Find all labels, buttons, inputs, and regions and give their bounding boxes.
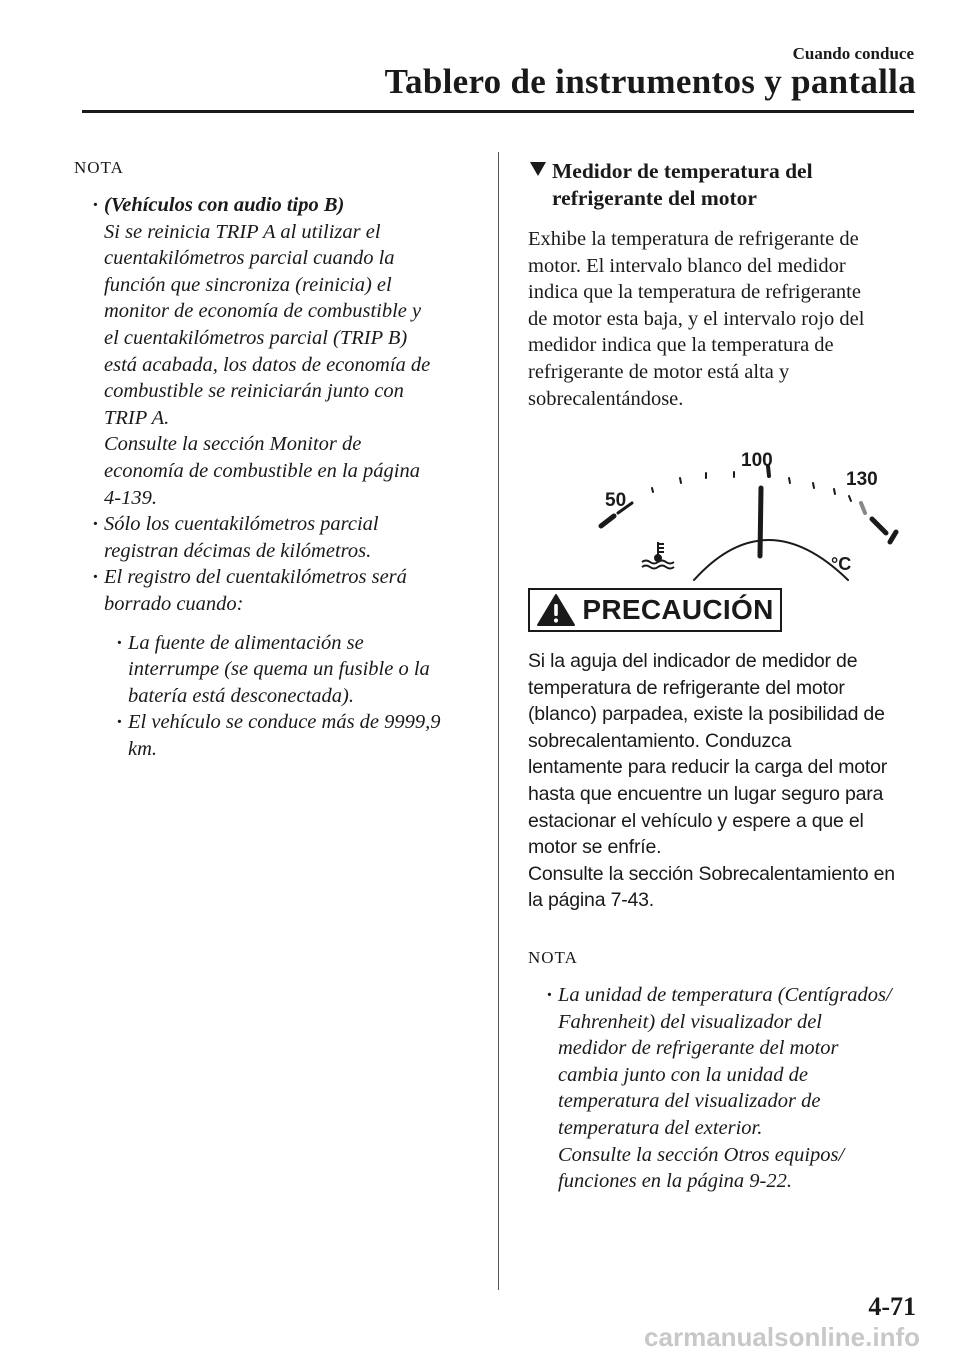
note-bullet-audio-b: [74, 192, 474, 511]
sub-bullet-distance: [104, 709, 474, 762]
text-line: combustible se reiniciarán junto con: [104, 380, 404, 403]
column-divider: [498, 152, 499, 1290]
caution-text: [528, 648, 920, 914]
text-line: indica que la temperatura de refrigerante: [528, 281, 861, 304]
gauge-tick: [652, 488, 653, 492]
text-line: temperatura de refrigerante del motor: [528, 676, 845, 699]
text-line: interrumpe (se quema un fusible o la: [128, 658, 430, 681]
gauge-label-mid: 100: [741, 450, 773, 471]
note-label: NOTA: [528, 948, 578, 967]
heading-line: refrigerante del motor: [552, 186, 757, 210]
gauge-tick: [849, 496, 851, 501]
text-line: · La fuente de alimentación se: [128, 631, 364, 654]
gauge-label-low: 50: [605, 490, 627, 511]
text-line: refrigerante de motor está alta y: [528, 360, 790, 383]
bullet-bold-prefix: · (Vehículos con audio tipo B): [104, 194, 345, 216]
text-line: Si la aguja del indicador de medidor de: [528, 650, 858, 672]
header-rule: [82, 110, 914, 113]
text-line: registran décimas de kilómetros.: [104, 539, 372, 562]
note-bullet-units: [528, 982, 920, 1195]
text-line: 4-139.: [104, 486, 157, 509]
text-line: · La unidad de temperatura (Centígrados/: [558, 984, 892, 1006]
text-line: estacionar el vehículo y espere a que el: [528, 809, 864, 832]
right-note: [528, 948, 920, 1195]
sub-bullet-list: [104, 630, 474, 763]
gauge-unit-label: °C: [831, 554, 852, 574]
text-line: Exhibe la temperatura de refrigerante de: [528, 228, 859, 250]
text-line: batería está desconectada).: [128, 684, 355, 707]
text-line: de motor esta baja, y el intervalo rojo del: [528, 307, 865, 330]
gauge-label-high: 130: [846, 469, 878, 490]
gauge-needle: [760, 488, 761, 556]
text-line: Consulte la sección Sobrecalentamiento en: [528, 862, 895, 885]
text-line: economía de combustible en la página: [104, 459, 420, 482]
sub-bullet-power: [104, 630, 474, 710]
gauge-tick-130: [861, 503, 865, 513]
text-line: monitor de economía de combustible y: [104, 300, 422, 323]
text-line: medidor de refrigerante del motor: [558, 1037, 839, 1060]
text-line: Consulte la sección Otros equipos/: [558, 1143, 845, 1166]
gauge-tick: [813, 483, 814, 488]
left-column: [74, 158, 474, 762]
coolant-temperature-gauge: [576, 440, 878, 580]
text-line: Consulte la sección Monitor de: [104, 433, 362, 456]
text-line: temperatura del visualizador de: [558, 1090, 821, 1113]
note-bullet-list: [74, 192, 474, 762]
gauge-tick: [789, 478, 790, 483]
text-line: medidor indica que la temperatura de: [528, 334, 834, 357]
text-line: Fahrenheit) del visualizador del: [558, 1010, 822, 1033]
text-line: borrado cuando:: [104, 592, 244, 615]
gauge-tick: [680, 478, 681, 483]
page-number: 4-71: [868, 1292, 916, 1321]
caution-title: PRECAUCIÓN: [582, 594, 774, 625]
coolant-temperature-icon: [642, 542, 674, 569]
text-line: motor se enfríe.: [528, 836, 662, 859]
heading-line: Medidor de temperatura del: [552, 159, 813, 183]
watermark: carmanualsonline.info: [644, 1322, 920, 1352]
text-line: la página 7-43.: [528, 889, 655, 912]
text-line: función que sincroniza (reinicia) el: [104, 273, 392, 296]
note-bullet-reset: [74, 564, 474, 762]
text-line: (blanco) parpadea, existe la posibilidad de: [528, 703, 885, 726]
section-body: [528, 226, 920, 412]
header-section-label: Cuando conduce: [792, 44, 914, 63]
text-line: motor. El intervalo blanco del medidor: [528, 254, 846, 277]
section-heading: [528, 158, 920, 212]
gauge-hot-end-cap: [890, 532, 896, 542]
right-column: [528, 158, 920, 1193]
text-line: · El vehículo se conduce más de 9999,9: [128, 711, 441, 734]
text-line: · El registro del cuentakilómetros será: [104, 566, 407, 589]
gauge-cold-end-mark: [601, 516, 614, 526]
note-bullet-decimals: [74, 511, 474, 564]
text-line: el cuentakilómetros parcial (TRIP B): [104, 326, 408, 349]
text-line: km.: [128, 737, 158, 760]
text-line: temperatura del exterior.: [558, 1116, 763, 1139]
gauge-hot-end-mark: [872, 519, 886, 533]
text-line: sobrecalentándose.: [528, 387, 684, 410]
text-line: cuentakilómetros parcial cuando la: [104, 247, 395, 270]
triangle-down-icon: [530, 162, 546, 176]
warning-triangle-icon: [536, 593, 576, 627]
text-line: TRIP A.: [104, 406, 170, 429]
text-line: hasta que encuentre un lugar seguro para: [528, 782, 884, 805]
gauge-tick: [834, 489, 835, 494]
page-title: Tablero de instrumentos y pantalla: [384, 62, 916, 101]
gauge-arc: [694, 540, 848, 580]
text-line: cambia junto con la unidad de: [558, 1063, 808, 1086]
text-line: lentamente para reducir la carga del motor: [528, 756, 888, 779]
text-line: Si se reinicia TRIP A al utilizar el: [104, 220, 381, 243]
text-line: sobrecalentamiento. Conduzca: [528, 729, 792, 752]
note-label: NOTA: [74, 158, 124, 177]
text-line: · Sólo los cuentakilómetros parcial: [104, 513, 379, 536]
caution-box: [528, 588, 782, 632]
text-line: funciones en la página 9-22.: [558, 1170, 793, 1193]
text-line: está acabada, los datos de economía de: [104, 353, 431, 376]
note-bullet-list: [528, 982, 920, 1195]
